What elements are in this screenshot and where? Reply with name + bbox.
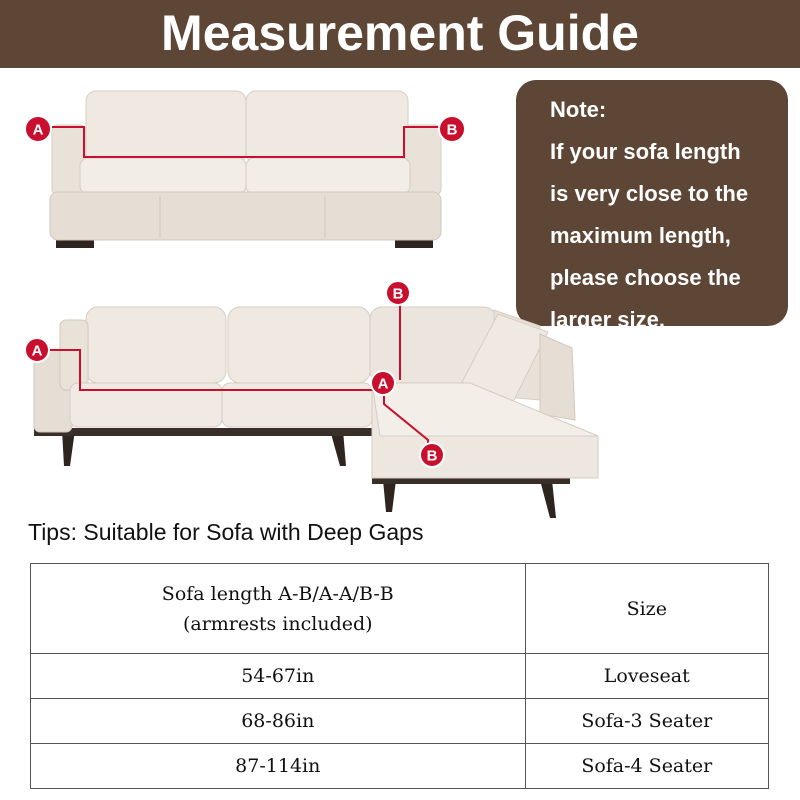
svg-text:A: A	[377, 375, 389, 393]
marker-b-corner-bottom	[420, 443, 444, 467]
table-row	[31, 654, 769, 699]
straight-sofa-illustration	[50, 91, 441, 248]
note-line: please choose the	[550, 265, 741, 290]
length-header-line: (armrests included)	[182, 612, 373, 635]
note-line: larger size.	[550, 307, 665, 332]
note-line: is very close to the	[550, 181, 749, 206]
marker-b-straight	[439, 116, 465, 142]
note-line: maximum length,	[550, 223, 731, 248]
length-header-line: Sofa length A-B/A-A/B-B	[161, 582, 394, 605]
note-line: If your sofa length	[550, 139, 741, 164]
svg-text:B: B	[426, 447, 438, 465]
table-header-row	[31, 564, 769, 654]
size-cell: Loveseat	[525, 654, 768, 699]
svg-text:A: A	[31, 342, 43, 360]
table-row	[31, 744, 769, 789]
marker-a-straight	[25, 116, 51, 142]
marker-a-corner-left	[25, 338, 49, 362]
length-cell: 68-86in	[31, 699, 526, 744]
marker-b-corner-top	[386, 281, 410, 305]
table-row	[31, 699, 769, 744]
marker-a-corner-middle	[371, 371, 395, 395]
svg-text:B: B	[446, 121, 458, 139]
size-cell: Sofa-4 Seater	[525, 744, 768, 789]
corner-sofa-illustration	[31, 296, 598, 518]
page-title: Measurement Guide	[161, 5, 639, 61]
length-cell: 87-114in	[31, 744, 526, 789]
note-heading: Note:	[550, 97, 607, 122]
tips-text: Tips: Suitable for Sofa with Deep Gaps	[28, 519, 424, 545]
length-header-cell	[31, 564, 526, 654]
size-header-cell: Size	[525, 564, 768, 654]
size-table	[30, 563, 769, 789]
svg-text:A: A	[32, 121, 44, 139]
svg-text:B: B	[392, 285, 404, 303]
size-cell: Sofa-3 Seater	[525, 699, 768, 744]
length-cell: 54-67in	[31, 654, 526, 699]
